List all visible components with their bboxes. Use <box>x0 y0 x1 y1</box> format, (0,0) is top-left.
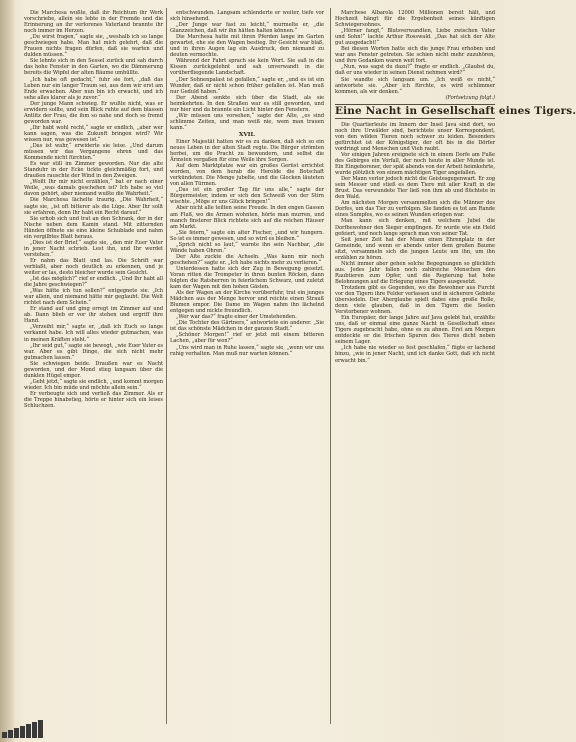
paragraph: Die Marchesa lächelte traurig. „Die Wahrheit,“ sagte sie, „ist oft bitterer als die Lüge. Aber Ihr sollt sie erfahren, denn Ihr habt ein Recht darauf.“ <box>24 197 163 216</box>
paragraph: Der Alte zuckte die Achseln. „Was kann mir noch geschehen?“ sagte er. „Ich habe nichts mehr zu verlieren.“ <box>170 253 324 266</box>
scale-bar-segment <box>26 724 31 738</box>
paragraph: „Ihr habt wohl recht,“ sagte er endlich, „aber wer kann sagen, was die Zukunft bringen wird? Wir wissen nur, was gewesen ist.“ <box>24 124 163 143</box>
page-binding <box>0 0 16 742</box>
paragraph: Während der Fahrt sprach sie kein Wort. Sie saß in die Kissen zurückgelehnt und sah unverwandt in die vorüberfliegende Landschaft. <box>170 58 324 77</box>
paragraph: Er stand auf und ging erregt im Zimmer auf und ab. Dann blieb er vor ihr stehen und ergriff ihre Hand. <box>24 306 163 325</box>
chapter-number: XVII. <box>238 131 256 138</box>
color-scale-bar <box>2 718 50 738</box>
paragraph: Unterdessen hatte sich der Zug in Bewegung gesetzt. Voran ritten die Trompeter in ihren bunten Röcken, dann folgten die Ratsherren in feierlichem Schwarz, und zuletzt kam der Wagen mit den hohen Gästen. <box>170 265 324 291</box>
column-right-top <box>335 10 495 95</box>
column-middle-part-b <box>170 139 324 357</box>
scale-bar-segment <box>14 728 19 738</box>
paragraph: „Wer war das?“ fragte einer der Umstehenden. <box>176 314 297 321</box>
paragraph: „Das ist wahr,“ erwiderte sie leise. „Und darum müssen wir das Vergangene ehren und das Kommende nicht fürchten.“ <box>24 143 163 162</box>
paragraph: Vor einigen Jahren ereignete sich in einem Dorfe am Fuße des Gebirges ein Vorfall, der noch heute in aller Munde ist. Ein Eingeborener, der spät abends von der Arbeit heimkehrte, wurde plötzlich von einem mächtigen Tiger angefallen. <box>335 151 495 177</box>
scale-bar-segment <box>32 722 37 738</box>
paragraph: Es war still im Zimmer geworden. Nur die alte Standuhr in der Ecke tickte gleichmäßig fort, und draußen rauschte der Wind in den Zweigen. <box>24 161 163 180</box>
paragraph: Seit jener Zeit hat der Mann einen Ehrenplatz in der Gemeinde, und wenn er abends unter dem großen Baume sitzt, versammeln sich die jungen Leute um ihn, um ihn erzählen zu hören. <box>335 236 495 261</box>
column-middle <box>170 10 324 722</box>
paragraph: „Der Sohnenpalast ist gefallen,“ sagte er, „und es ist ein Wunder, daß er nicht schon früher gefallen ist. Man muß nur Geduld haben.“ <box>170 76 324 95</box>
paragraph: Sie schwiegen beide. Draußen war es Nacht geworden, und der Mond stieg langsam über die dunklen Hügel empor. <box>24 360 163 379</box>
paragraph: Der Mann verlor jedoch nicht die Geistesgegenwart. Er zog sein Messer und stieß es dem Tiere mit aller Kraft in die Brust. Das verwundete Tier ließ von ihm ab und flüchtete in den Wald. <box>335 176 495 201</box>
paragraph: „Du wirst fragen,“ sagte sie, „weshalb ich so lange geschwiegen habe. Man hat mich gelehrt, daß die Frauen nichts fragen dürfen, daß sie warten und dulden müssen.“ <box>24 34 163 59</box>
paragraph: „Dies ist der Brief,“ sagte sie, „den mir Euer Vater in jener Nacht schrieb. Lest ihn, und Ihr werdet verstehen.“ <box>24 239 163 258</box>
paragraph: „Verzeiht mir,“ sagte er, „daß ich Euch so lange verkannt habe. Ich will alles wieder gutmachen, was in meinen Kräften steht.“ <box>24 324 163 343</box>
paragraph: „Ich habe oft gedacht,“ fuhr sie fort, „daß das Leben nur ein langer Traum sei, aus dem wir erst am Ende erwachen. Aber nun bin ich erwacht, und ich sehe alles klarer als je zuvor.“ <box>24 76 163 101</box>
paragraph: „Uns wird man in Ruhe lassen,“ sagte sie, „wenn wir uns ruhig verhalten. Man muß nur warten können.“ <box>170 344 324 357</box>
paragraph: Der junge Mann schwieg. Er wußte nicht, was er erwidern sollte, und sein Blick ruhte auf dem blassen Antlitz der Frau, die ihm so nahe und doch so fremd geworden war. <box>24 100 163 125</box>
paragraph: Der Abend senkte sich über die Stadt, als sie heimkehrten. In den Straßen war es still geworden, und nur hier und da brannte ein Licht hinter den Fenstern. <box>170 94 324 113</box>
paragraph: Die Marchesa hatte mit ihren Pferden lange im Garten gewartet, ehe sie den Wagen bestieg. Ihr Gesicht war blaß, und in ihren Augen lag ein Ausdruck, den niemand zu deuten vermochte. <box>170 34 324 59</box>
paragraph: „Geht jetzt,“ sagte sie endlich, „und kommt morgen wieder. Ich bin müde und möchte allein sein.“ <box>24 378 163 391</box>
column-right-bottom <box>335 122 495 364</box>
continuation-note: (Fortsetzung folgt.) <box>445 94 495 101</box>
paragraph: „Ich habe nie wieder so fest geschlafen,“ fügte er lachend hinzu, „wie in jener Nacht, und ich danke Gott, daß ich nicht erwacht bin.“ <box>335 345 495 364</box>
scale-bar-segment <box>8 730 13 738</box>
paragraph: „Der Junge war fast zu leicht,“ murmelte er, „die Glanzzeichen, daß wir ihn hätten halten können.“ <box>170 22 324 35</box>
paragraph: Die Marchesa wußte, daß ihr Reichtum ihr Werk vorschriebe, allein sie lebte in der Fremde und die Erinnerung an ihr verlorenes Vaterland brannte ihr noch immer im Herzen. <box>24 10 163 35</box>
paragraph: Nicht immer aber gehen solche Begegnungen so glücklich aus. Jedes Jahr fallen noch zahlreiche Menschen den Raubtieren zum Opfer, und die Regierung hat hohe Belohnungen auf die Erlegung eines Tigers ausgesetzt. <box>335 260 495 285</box>
column-rule-right <box>330 8 331 724</box>
paragraph: „Was hätte ich tun sollen?“ entgegnete sie. „Ich war allein, und niemand hätte mir geglaubt. Die Welt richtet nach dem Schein.“ <box>24 288 163 307</box>
paragraph: „Ist das möglich?“ rief er endlich. „Und Ihr habt all die Jahre geschwiegen?“ <box>24 276 163 289</box>
paragraph: entschwunden. Langsam schlenderte er weiter, tiefe vor sich hinsehend. <box>170 10 324 23</box>
paragraph: „Sie feiern,“ sagte ein alter Fischer, „und wir hungern. So ist es immer gewesen, und so wird es bleiben.“ <box>170 229 324 242</box>
paragraph: „Wir müssen uns vorsehen,“ sagte der Alte, „es sind schlimme Zeiten, und man weiß nie, wem man trauen kann.“ <box>170 112 324 131</box>
column-middle-part-a <box>170 10 324 131</box>
paragraph: „Nun, was sagst du dazu?“ fragte er endlich. „Glaubst du, daß er uns wieder in seinen Dienst nehmen wird?“ <box>335 64 495 77</box>
paragraph: Einer Majestät hatten wir es zu danken, daß sich so ein neues Leben in der alten Stadt regte. Die Bürger strömten herbei, um die Pracht zu bewundern, und selbst die Ärmsten vergaßen für eine Weile ihre Sorgen. <box>170 138 324 164</box>
scale-bar-segment <box>20 726 25 738</box>
paragraph: Marchese Albarola 12000 Millionen bereit hält, und Hochzeit hängt für die Ergebenheit seines künftigen Schwiegersohnes. <box>335 10 495 29</box>
paragraph: „Das ist ein großer Tag für uns alle,“ sagte der Bürgermeister, indem er sich den Schweiß von der Stirn wischte. „Möge er uns Glück bringen!“ <box>170 187 324 206</box>
paragraph: „Die Tochter des Gärtners,“ antwortete ein anderer. „Sie ist das schönste Mädchen in der ganzen Stadt.“ <box>170 320 324 333</box>
paragraph: Man kann sich denken, mit welchem Jubel die Dorfbewohner den Sieger empfingen. Er wurde wie ein Held gefeiert, und noch lange sprach man von seiner Tat. <box>335 218 495 237</box>
column-left <box>24 10 163 722</box>
paragraph: Am nächsten Morgen versammelten sich die Männer des Dorfes, um das Tier zu verfolgen. Sie fanden es tot am Rande eines Sumpfes, wo es seinen Wunden erlegen war. <box>335 200 495 219</box>
paragraph: Bei diesen Worten hatte sich die junge Frau erhoben und war ans Fenster getreten. Sie schien nicht mehr zuzuhören, und ihre Gedanken waren weit fort. <box>335 46 495 65</box>
scale-bar-segment <box>38 720 43 738</box>
paragraph: Aber nicht alle teilten seine Freude. In den engen Gassen am Fluß, wo die Armen wohnten, hörte man murren, und manch finsterer Blick richtete sich auf die reichen Häuser am Markt. <box>170 205 324 230</box>
scale-bar-segment <box>2 732 7 738</box>
article-title: Eine Nacht in Gesellschaft eines Tigers. <box>335 104 576 117</box>
paragraph: Ein Europäer, der lange Jahre auf Java gelebt hat, erzählte uns, daß er einmal eine ganze Nacht in Gesellschaft eines Tigers zugebracht habe, ohne es zu ahnen. Erst am Morgen entdeckte er die frischen Spuren des Tieres dicht neben seinem Lager. <box>335 315 495 346</box>
paragraph: Trotzdem gibt es Gegenden, wo die Bewohner aus Furcht vor den Tigern ihre Felder verlassen und in sicherere Gebiete übersiedeln. Der Aberglaube spielt dabei eine große Rolle, denn viele glauben, daß in den Tigern die Seelen Verstorbener wohnen. <box>335 284 495 316</box>
paragraph: „Ihr seid gut,“ sagte sie bewegt, „wie Euer Vater es war. Aber es gibt Dinge, die sich nicht mehr gutmachen lassen.“ <box>24 342 163 361</box>
paragraph: „Wollt Ihr mir nicht erzählen,“ bat er nach einer Weile, „was damals geschehen ist? Ich habe so viel davon gehört, aber niemand wußte die Wahrheit.“ <box>24 179 163 198</box>
paragraph: „Sprich nicht so laut,“ warnte ihn sein Nachbar, „die Wände haben Ohren.“ <box>170 241 324 254</box>
paragraph: Sie lehnte sich in den Sessel zurück und sah durch das hohe Fenster in den Garten, wo die Dämmerung bereits die Wipfel der alten Bäume umhüllte. <box>24 58 163 77</box>
paragraph: „Hörner fangt,“ Blutsverwandten, Liebe zwischen Vater und Sohn!“ lachte Arthur Rosswald. „Das hat sich der Alte gut ausgedacht!“ <box>335 28 495 47</box>
paragraph: Sie wandte sich langsam um. „Ich weiß es nicht,“ antwortete sie. „Aber ich fürchte, es wird schlimmer kommen, als wir denken.“ <box>335 76 495 95</box>
paragraph: Als der Wagen an der Kirche vorüberfuhr, trat ein junges Mädchen aus der Menge hervor und reichte einen Strauß Blumen empor. Die Dame im Wagen nahm ihn lächelnd entgegen und nickte freundlich. <box>170 290 324 315</box>
paragraph: Er verbeugte sich und verließ das Zimmer. Als er die Treppe hinabstieg, hörte er hinter sich ein leises Schluchzen. <box>24 390 163 410</box>
paragraph: Sie erhob sich und trat an den Schrank, der in der Nische neben dem Kamin stand. Mit zitternden Händen öffnete sie eine kleine Schublade und nahm ein vergilbtes Blatt heraus. <box>24 215 163 240</box>
paragraph: „Schöner Morgen!“ rief er jetzt mit einem bitteren Lachen, „aber für wen?“ <box>170 332 324 345</box>
paragraph: Auf dem Marktplatze war ein großes Gerüst errichtet worden, von dem herab die Herolde die Botschaft verkündeten. Die Menge jubelte, und die Glocken läuteten von allen Türmen. <box>170 163 324 188</box>
column-right <box>335 10 576 722</box>
paragraph: Die Quartierleute im Innern der Insel Java sind dort, wo noch ihre Urwälder sind, berichtete unser Korrespondent, von den wilden Tieren noch schwer zu leiden. Besonders gefürchtet ist der Königstiger, der oft bis in die Dörfer vordringt und Menschen und Vieh raubt. <box>335 121 495 152</box>
paragraph: Er nahm das Blatt und las. Die Schrift war verblaßt, aber noch deutlich zu erkennen, und je weiter er las, desto bleicher wurde sein Gesicht. <box>24 257 163 277</box>
column-rule-left <box>166 8 167 724</box>
